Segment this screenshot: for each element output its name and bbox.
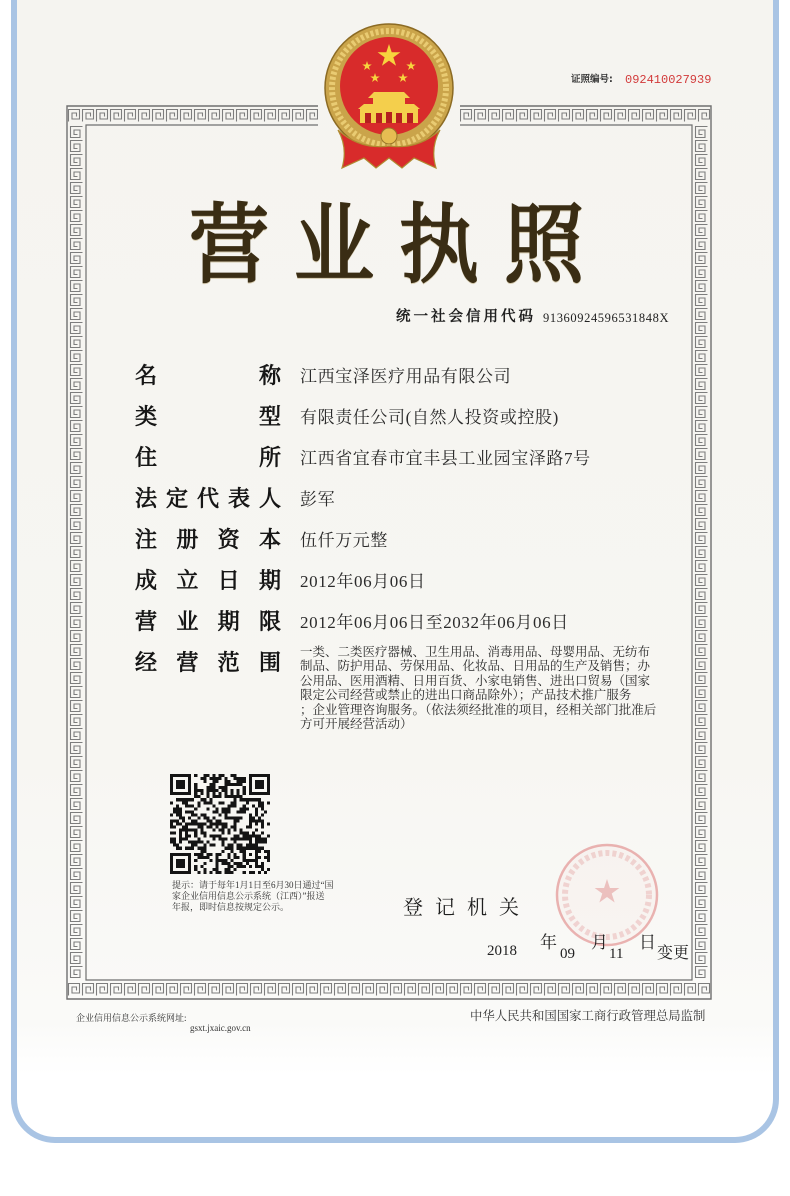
field-row-legal-representative	[135, 486, 591, 514]
field-value-established-date: 2012年06月06日	[300, 572, 426, 591]
emblem-gear	[381, 128, 397, 144]
field-value-business-scope	[300, 645, 656, 731]
frame-band-top-right	[460, 106, 711, 125]
field-label-business-term: 营业期限	[135, 610, 281, 635]
qr-notice-line: 提示：请于每年1月1日至6月30日通过“国	[172, 880, 334, 890]
field-value-type: 有限责任公司(自然人投资或控股)	[300, 408, 559, 427]
business-scope-line: 方可开展经营活动）	[300, 717, 413, 732]
change-date-year-unit: 年	[540, 933, 557, 952]
field-row-address	[135, 445, 591, 473]
business-scope-line: ；企业管理咨询服务。（依法须经批准的项目，经相关部门批准后	[300, 702, 657, 717]
field-label-address: 住所	[135, 446, 281, 471]
field-label-name: 名称	[135, 364, 281, 389]
qr-notice	[172, 880, 334, 913]
field-label-legal-representative: 法定代表人	[135, 487, 281, 512]
field-value-business-term: 2012年06月06日至2032年06月06日	[300, 613, 569, 632]
frame-band-left	[67, 125, 86, 980]
credit-code-label: 统一社会信用代码	[396, 309, 536, 325]
qr-notice-line: 家企业信用信息公示系统（江西）”报送	[172, 891, 325, 901]
field-value-registered-capital: 伍仟万元整	[300, 531, 388, 550]
national-emblem-icon	[318, 22, 460, 172]
change-date-year: 2018	[487, 943, 517, 959]
field-row-business-term	[135, 609, 591, 637]
certificate-number-label: 证照编号:	[571, 74, 613, 85]
business-scope-line: 公用品、医用酒精、日用百货、小家电销售、进出口贸易（国家	[300, 673, 651, 688]
business-scope-line: 制品、防护用品、劳保用品、化妆品、日用品的生产及销售；办	[300, 659, 651, 674]
change-date-day-unit: 日	[639, 933, 656, 952]
field-row-established-date	[135, 568, 591, 596]
field-row-type	[135, 404, 591, 432]
certificate-number: 092410027939	[625, 73, 712, 87]
field-value-name: 江西宝泽医疗用品有限公司	[300, 367, 512, 386]
field-label-established-date: 成立日期	[135, 569, 281, 594]
credit-code: 91360924596531848X	[543, 311, 670, 325]
qr-code	[170, 774, 270, 874]
field-row-name	[135, 363, 591, 391]
field-label-business-scope: 经营范围	[135, 651, 281, 676]
field-label-registered-capital: 注册资本	[135, 528, 281, 553]
footer-supervisor: 中华人民共和国国家工商行政管理总局监制	[470, 1009, 706, 1023]
frame-band-right	[692, 125, 711, 980]
field-label-type: 类型	[135, 405, 281, 430]
license-title: 营业执照	[189, 193, 609, 295]
business-scope-line: 一类、二类医疗器械、卫生用品、消毒用品、母婴用品、无纺布	[300, 645, 651, 659]
footer-site-label: 企业信用信息公示系统网址:	[76, 1013, 187, 1023]
registration-authority-label: 登记机关	[403, 895, 531, 919]
field-value-legal-representative: 彭军	[300, 490, 336, 509]
business-scope-line: 限定公司经营或禁止的进出口商品除外）；产品技术推广服务	[300, 688, 632, 703]
license-fields	[135, 363, 591, 650]
change-date-month-unit: 月	[591, 933, 608, 952]
qr-notice-line: 年报，即时信息按规定公示。	[172, 902, 290, 912]
frame-band-top-left	[67, 106, 318, 125]
change-date-note: 变更	[657, 945, 690, 962]
frame-band-bottom	[67, 980, 711, 999]
field-value-address: 江西省宜春市宜丰县工业园宝泽路7号	[300, 449, 591, 468]
footer-site-url: gsxt.jxaic.gov.cn	[190, 1023, 251, 1033]
change-date-month: 09	[560, 946, 575, 962]
change-date-day: 11	[609, 946, 624, 962]
field-row-registered-capital	[135, 527, 591, 555]
